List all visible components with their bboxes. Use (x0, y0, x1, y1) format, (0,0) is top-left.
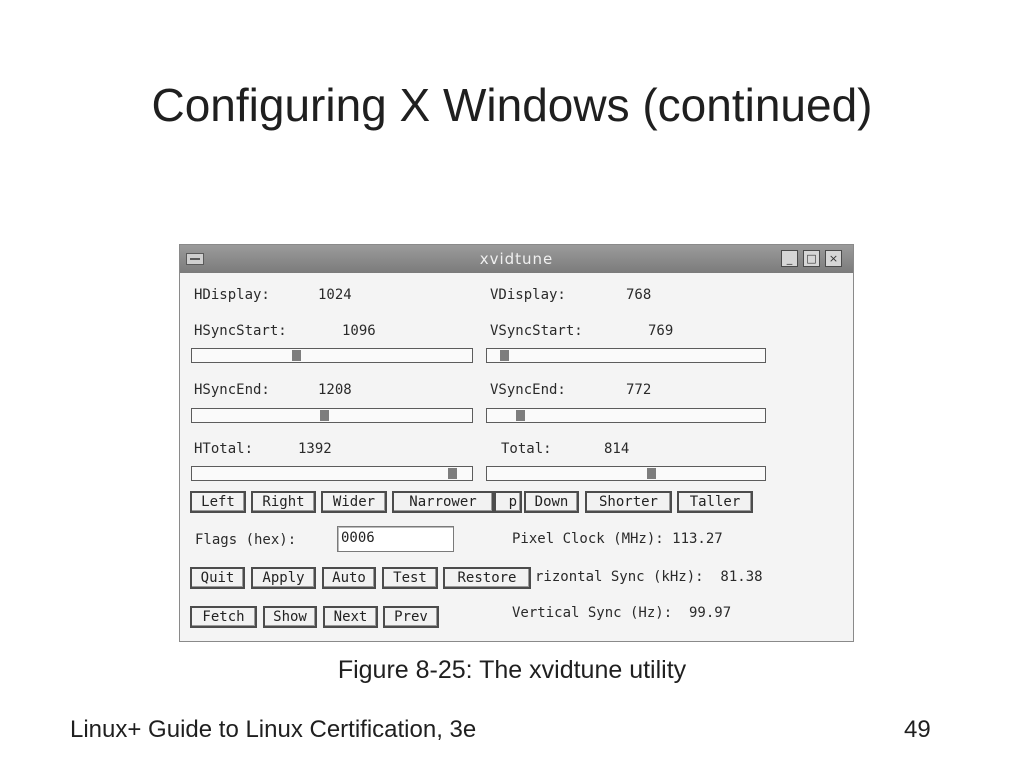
wider-button[interactable]: Wider (321, 491, 387, 513)
figure-caption: Figure 8-25: The xvidtune utility (337, 656, 687, 684)
slider-thumb[interactable] (516, 410, 525, 421)
window-titlebar[interactable] (180, 245, 853, 273)
hsyncstart-slider[interactable] (191, 348, 473, 363)
horizontal-sync-readout: rizontal Sync (kHz): 81.38 (535, 569, 763, 585)
down-button[interactable]: Down (524, 491, 579, 513)
fetch-button[interactable]: Fetch (190, 606, 257, 628)
vtotal-slider[interactable] (486, 466, 766, 481)
vdisplay-value: 768 (626, 287, 652, 303)
shorter-button[interactable]: Shorter (585, 491, 672, 513)
vertical-sync-readout: Vertical Sync (Hz): 99.97 (512, 605, 732, 621)
flags-input[interactable]: 0006 (337, 526, 454, 552)
restore-button[interactable]: Restore (443, 567, 531, 589)
htotal-label: HTotal: (194, 441, 254, 457)
hsyncstart-label: HSyncStart: (194, 323, 287, 339)
quit-button[interactable]: Quit (190, 567, 245, 589)
vsyncstart-label: VSyncStart: (490, 323, 583, 339)
slider-thumb[interactable] (292, 350, 301, 361)
up-button[interactable]: p (494, 491, 522, 513)
show-button[interactable]: Show (263, 606, 317, 628)
close-icon[interactable]: × (825, 250, 842, 267)
hsyncend-label: HSyncEnd: (194, 382, 270, 398)
vsyncstart-slider[interactable] (486, 348, 766, 363)
hsyncend-value: 1208 (318, 382, 352, 398)
slide-footer: Linux+ Guide to Linux Certification, 3e (70, 716, 477, 743)
hdisplay-label: HDisplay: (194, 287, 270, 303)
page-number: 49 (904, 716, 931, 743)
left-button[interactable]: Left (190, 491, 246, 513)
vsyncstart-value: 769 (648, 323, 674, 339)
slider-thumb[interactable] (647, 468, 656, 479)
vtotal-value: 814 (604, 441, 630, 457)
vdisplay-label: VDisplay: (490, 287, 566, 303)
next-button[interactable]: Next (323, 606, 378, 628)
pixel-clock-readout: Pixel Clock (MHz): 113.27 (512, 531, 723, 547)
vsyncend-value: 772 (626, 382, 652, 398)
slider-thumb[interactable] (500, 350, 509, 361)
minimize-icon[interactable]: _ (781, 250, 798, 267)
htotal-value: 1392 (298, 441, 332, 457)
right-button[interactable]: Right (251, 491, 316, 513)
window-title: xvidtune (479, 250, 554, 268)
prev-button[interactable]: Prev (383, 606, 439, 628)
slider-thumb[interactable] (448, 468, 457, 479)
maximize-icon[interactable]: □ (803, 250, 820, 267)
hsyncend-slider[interactable] (191, 408, 473, 423)
xvidtune-window (179, 244, 854, 642)
apply-button[interactable]: Apply (251, 567, 316, 589)
slider-thumb[interactable] (320, 410, 329, 421)
vtotal-label: Total: (501, 441, 552, 457)
hsyncstart-value: 1096 (342, 323, 376, 339)
flags-label: Flags (hex): (195, 532, 297, 548)
slide-title: Configuring X Windows (continued) (151, 79, 873, 131)
htotal-slider[interactable] (191, 466, 473, 481)
vsyncend-slider[interactable] (486, 408, 766, 423)
auto-button[interactable]: Auto (322, 567, 376, 589)
narrower-button[interactable]: Narrower (392, 491, 494, 513)
test-button[interactable]: Test (382, 567, 438, 589)
vsyncend-label: VSyncEnd: (490, 382, 566, 398)
hdisplay-value: 1024 (318, 287, 352, 303)
taller-button[interactable]: Taller (677, 491, 753, 513)
